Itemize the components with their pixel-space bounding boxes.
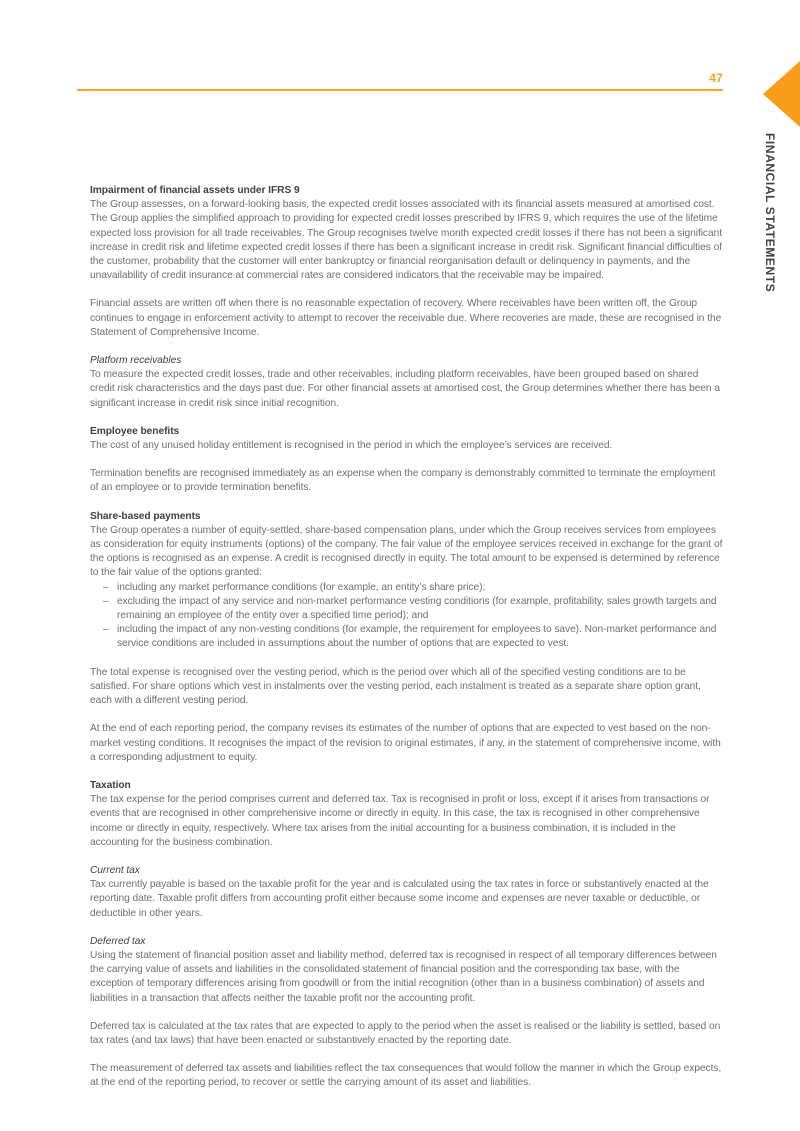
paragraph: The Group assesses, on a forward-looking basis, the expected credit losses associated with its financial assets measured at amortised cost. The Group applies the simplified approach to providing for expected credit losses prescribed by IFRS 9, which requires the use of the lifetime expected loss provision for all trade receivables. The Group recognises twelve month expected credit losses if there has not been a significant increase in credit risk and lifetime expected credit losses if there has been a significant increase in credit risk. Significant financial difficulties of the customer, probability that the customer will enter bankruptcy or financial reorganisation default or delinquency in payments, and the unavailability of credit insurance at commercial rates are considered indicators that the receivable may be impaired.	[90, 199, 722, 282]
section-subheading: Current tax	[90, 864, 140, 876]
paragraph: The total expense is recognised over the vesting period, which is the period over which all of the specified vesting conditions are to be satisfied. For share options which vest in instalments over the vesting period, each instalment is treated as a separate share option grant, each with a different vesting period.	[90, 666, 701, 707]
bullet-item: – including any market performance conditions (for example, an entity’s share price);	[117, 581, 723, 595]
bullet-item: – excluding the impact of any service and non-market performance vesting conditions (for example, profitability, sales growth targets and remaining an employee of the entity over a specified time period); and	[117, 595, 723, 623]
section-share-based-payments	[90, 510, 723, 765]
paragraph: The measurement of deferred tax assets and liabilities reflect the tax consequences that would follow the manner in which the Group expects, at the end of the reporting period, to recover or settle the carrying amount of its asset and liabilities.	[90, 1063, 722, 1089]
section-heading: Impairment of financial assets under IFRS 9	[90, 185, 300, 196]
section-heading: Taxation	[90, 779, 131, 791]
section-tab-label: FINANCIAL STATEMENTS	[763, 133, 777, 293]
page-number: 47	[709, 71, 723, 85]
paragraph: The tax expense for the period comprises current and deferred tax. Tax is recognised in profit or loss, except if it arises from transactions or events that are recognised in other comprehensive income or directly in equity. In this case, the tax is recognised in other comprehensive income or directly in equity, respectively. Where tax arises from the initial accounting for a business combination, it is included in the accounting for the business combination.	[90, 794, 710, 848]
bullet-list	[90, 581, 723, 652]
section-impairment	[90, 184, 723, 340]
section-taxation	[90, 779, 723, 850]
paragraph: Tax currently payable is based on the taxable profit for the year and is calculated using the tax rates in force or substantively enacted at the reporting date. Taxable profit differs from accounting profit either because some income and expenses are never taxable or deductible, or deductible in other years.	[90, 879, 709, 919]
section-arrow-icon	[763, 61, 800, 127]
header-rule	[77, 89, 723, 91]
paragraph: The Group operates a number of equity-settled, share-based compensation plans, under which the Group receives services from employees as consideration for equity instruments (options) of the company. The fair value of the employee services received in exchange for the grant of the options is recognised as an expense. A credit is recognised directly in equity. The total amount to be expensed is determined by reference to the fair value of the options granted:	[90, 524, 723, 579]
paragraph: To measure the expected credit losses, trade and other receivables, including platform receivables, have been grouped based on shared credit risk characteristics and the days past due. For other financial assets at amortised cost, the Group determines whether there has been a significant increase in credit risk since initial recognition.	[90, 369, 720, 409]
section-employee-benefits	[90, 425, 723, 496]
paragraph: Deferred tax is calculated at the tax rates that are expected to apply to the period when the asset is realised or the liability is settled, based on tax rates (and tax laws) that have been enacted or substantively enacted by the reporting date.	[90, 1020, 721, 1046]
section-platform-receivables	[90, 354, 723, 411]
paragraph: Termination benefits are recognised immediately as an expense when the company is demonstrably committed to terminate the employment of an employee or to provide termination benefits.	[90, 468, 716, 494]
page-content	[90, 184, 723, 1105]
section-subheading: Platform receivables	[90, 355, 182, 367]
paragraph: Financial assets are written off when there is no reasonable expectation of recovery. Where receivables have been written off, the Group continues to engage in enforcement activity to attempt to recover the receivable due. Where recoveries are made, these are recognised in the Statement of Comprehensive Income.	[90, 298, 722, 338]
section-deferred-tax	[90, 935, 723, 1091]
section-heading: Share-based payments	[90, 510, 201, 522]
paragraph: Using the statement of financial position asset and liability method, deferred tax is recognised in respect of all temporary differences between the carrying value of assets and liabilities in the consolidated statement of financial position and the corresponding tax base, with the exception of temporary differences arising from goodwill or from the initial recognition (other than in a business combination) of assets and liabilities in a transaction that affects neither the taxable profit nor the accounting profit.	[90, 949, 717, 1004]
section-heading: Employee benefits	[90, 425, 180, 437]
section-subheading: Deferred tax	[90, 935, 146, 947]
paragraph: At the end of each reporting period, the company revises its estimates of the number of options that are expected to vest based on the non-market vesting conditions. It recognises the impact of the revision to original estimates, if any, in the statement of comprehensive income, with a corresponding adjustment to equity.	[90, 723, 721, 763]
paragraph: The cost of any unused holiday entitlement is recognised in the period in which the employee’s services are received.	[90, 440, 613, 452]
bullet-item: – including the impact of any non-vesting conditions (for example, the requirement for employees to save). Non-market performance and service conditions are included in assumptions about the number of options that are expected to vest.	[117, 623, 723, 651]
section-current-tax	[90, 864, 723, 921]
